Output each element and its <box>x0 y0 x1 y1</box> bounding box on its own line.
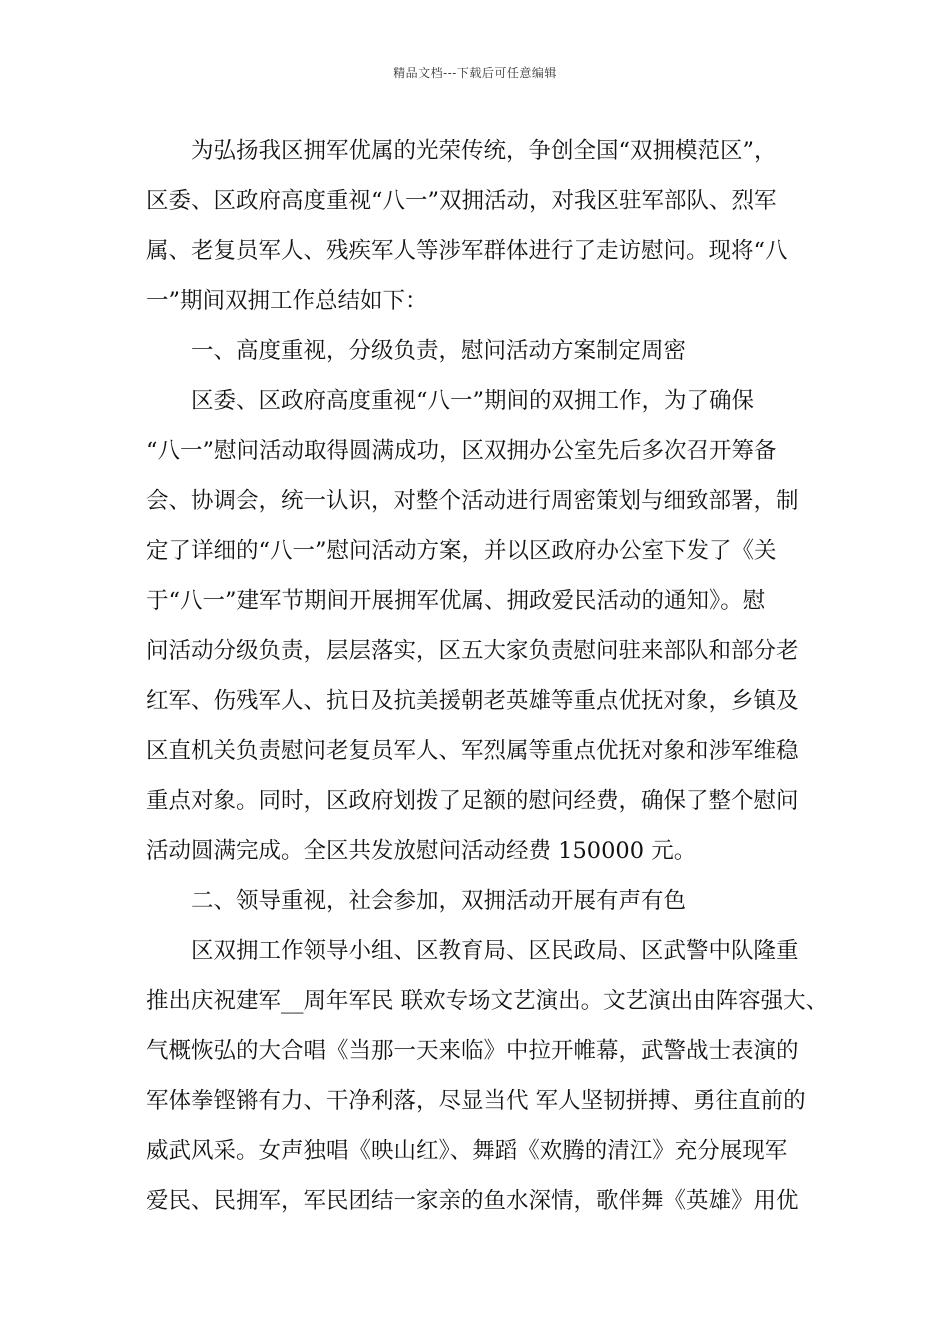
body-line: 爱民、民拥军，军民团结一家亲的鱼水深情，歌伴舞《英雄》用优 <box>146 1188 799 1214</box>
body-line: 为弘扬我区拥军优属的光荣传统，争创全国“双拥模范区”， <box>146 138 777 164</box>
body-line: 活动圆满完成。全区共发放慰问活动经费 150000 元。 <box>146 838 697 864</box>
body-line: 属、老复员军人、残疾军人等涉军群体进行了走访慰问。现将“八 <box>146 238 788 264</box>
body-line: 重点对象。同时，区政府划拨了足额的慰问经费，确保了整个慰问 <box>146 788 799 814</box>
body-line: 区直机关负责慰问老复员军人、军烈属等重点优抚对象和涉军维稳 <box>146 738 799 764</box>
section-heading: 一、高度重视，分级负责，慰问活动方案制定周密 <box>146 338 687 364</box>
body-line: 威武风采。女声独唱《映山红》、舞蹈《欢腾的清江》充分展现军 <box>146 1138 788 1164</box>
body-line: 问活动分级负责，层层落实，区五大家负责慰问驻来部队和部分老 <box>146 638 799 664</box>
body-line: 会、协调会，统一认识，对整个活动进行周密策划与细致部署，制 <box>146 488 799 514</box>
body-line: 军体拳铿锵有力、干净利落，尽显当代 军人坚韧拼搏、勇往直前的 <box>146 1088 806 1114</box>
body-line: 区委、区政府高度重视“八一”期间的双拥工作，为了确保 <box>146 388 755 414</box>
body-line: 一”期间双拥工作总结如下： <box>146 288 428 314</box>
body-line: 区双拥工作领导小组、区教育局、区民政局、区武警中队隆重 <box>146 938 799 964</box>
page-header: 精品文档---下载后可任意编辑 <box>393 66 557 80</box>
body-line: 区委、区政府高度重视“八一”双拥活动，对我区驻军部队、烈军 <box>146 188 777 214</box>
body-line: “八一”慰问活动取得圆满成功，区双拥办公室先后多次召开筹备 <box>146 438 777 464</box>
body-line: 红军、伤残军人、抗日及抗美援朝老英雄等重点优抚对象，乡镇及 <box>146 688 799 714</box>
body-line: 推出庆祝建军__周年军民 联欢专场文艺演出。文艺演出由阵容强大、 <box>146 988 829 1014</box>
section-heading: 二、领导重视，社会参加，双拥活动开展有声有色 <box>146 888 687 914</box>
body-line: 定了详细的“八一”慰问活动方案，并以区政府办公室下发了《关 <box>146 538 777 564</box>
body-line: 气概恢弘的大合唱《当那一天来临》中拉开帷幕，武警战士表演的 <box>146 1038 799 1064</box>
body-line: 于“八一”建军节期间开展拥军优属、拥政爱民活动的通知》。慰 <box>146 588 766 614</box>
